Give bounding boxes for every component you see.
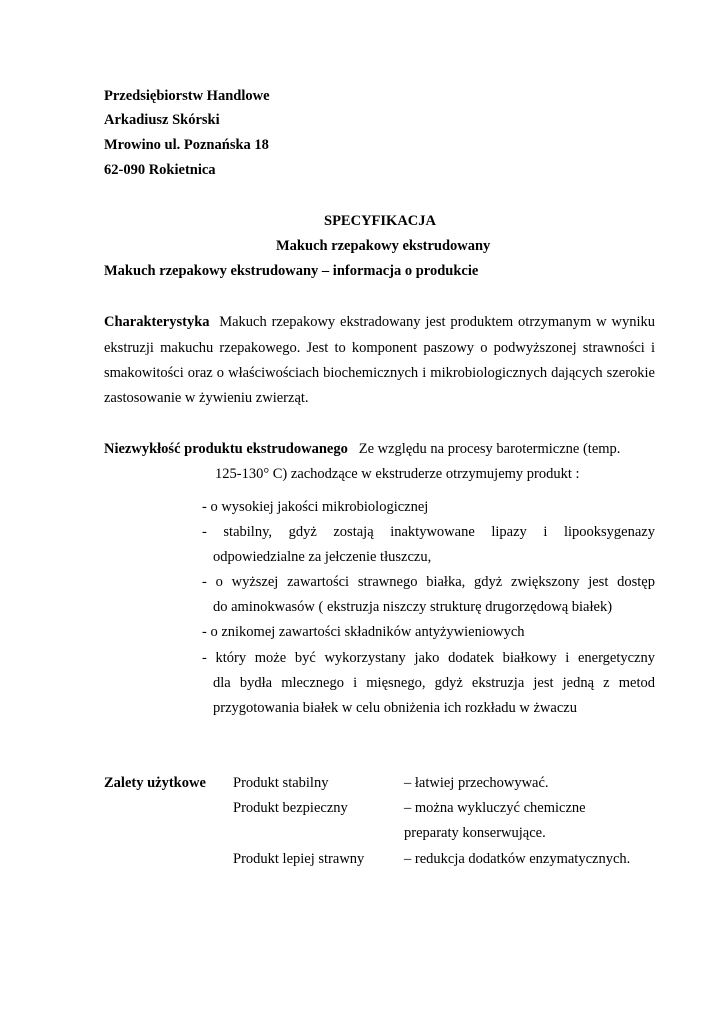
advantage-name: Produkt stabilny: [233, 775, 329, 791]
list-item-continuation: przygotowania białek w celu obniżenia ich rozkładu w żwaczu: [213, 700, 577, 716]
uniqueness-intro-line2: 125-130° C) zachodzące w ekstruderze otrzymujemy produkt :: [215, 466, 580, 482]
advantage-desc: – można wykluczyć chemiczne: [404, 800, 586, 816]
list-item: - o znikomej zawartości składników antyżywieniowych: [202, 624, 525, 640]
characteristics-text: Makuch rzepakowy ekstradowany jest produktem otrzymanym w wyniku: [219, 314, 655, 330]
list-item: - który może być wykorzystany jako dodatek białkowy i energetyczny: [202, 650, 655, 666]
list-item-continuation: odpowiedzialne za jełczenie tłuszczu,: [213, 549, 432, 565]
company-address: Mrowino ul. Poznańska 18: [104, 137, 269, 153]
characteristics-line1: [104, 312, 655, 332]
section-title: Makuch rzepakowy ekstrudowany – informacja o produkcie: [104, 263, 479, 279]
advantage-desc: – redukcja dodatków enzymatycznych.: [404, 851, 631, 867]
characteristics-line3: smakowitości oraz o właściwościach biochemicznych i mikrobiologicznych dających szerokie: [104, 365, 655, 381]
document-subtitle: Makuch rzepakowy ekstrudowany: [276, 238, 491, 254]
advantage-name: Produkt lepiej strawny: [233, 851, 365, 867]
uniqueness-line1: [104, 439, 620, 459]
company-name-line2: Arkadiusz Skórski: [104, 112, 220, 128]
characteristics-line4: zastosowanie w żywieniu zwierząt.: [104, 390, 309, 406]
document-title: SPECYFIKACJA: [324, 213, 436, 229]
advantages-heading: Zalety użytkowe: [104, 775, 206, 791]
list-item-continuation: dla bydła mlecznego i mięsnego, gdyż ekstruzja jest jedną z metod: [213, 675, 655, 691]
advantage-desc: – łatwiej przechowywać.: [404, 775, 549, 791]
list-item-continuation: do aminokwasów ( ekstruzja niszczy strukturę drugorzędową białek): [213, 599, 613, 615]
list-item: - stabilny, gdyż zostają inaktywowane lipazy i lipooksygenazy: [202, 524, 655, 540]
uniqueness-intro: Ze względu na procesy barotermiczne (temp.: [358, 441, 621, 457]
advantage-name: Produkt bezpieczny: [233, 800, 348, 816]
characteristics-line2: ekstruzji makuchu rzepakowego. Jest to komponent paszowy o podwyższonej strawności i: [104, 340, 655, 356]
company-city: 62-090 Rokietnica: [104, 162, 216, 178]
list-item: - o wyższej zawartości strawnego białka, gdyż zwiększony jest dostęp: [202, 574, 655, 590]
list-item: - o wysokiej jakości mikrobiologicznej: [202, 499, 429, 515]
advantage-desc-continuation: preparaty konserwujące.: [404, 825, 546, 841]
characteristics-heading: Charakterystyka: [104, 314, 210, 330]
uniqueness-heading: Niezwykłość produktu ekstrudowanego: [104, 441, 348, 457]
company-name-line1: Przedsiębiorstw Handlowe: [104, 88, 270, 104]
